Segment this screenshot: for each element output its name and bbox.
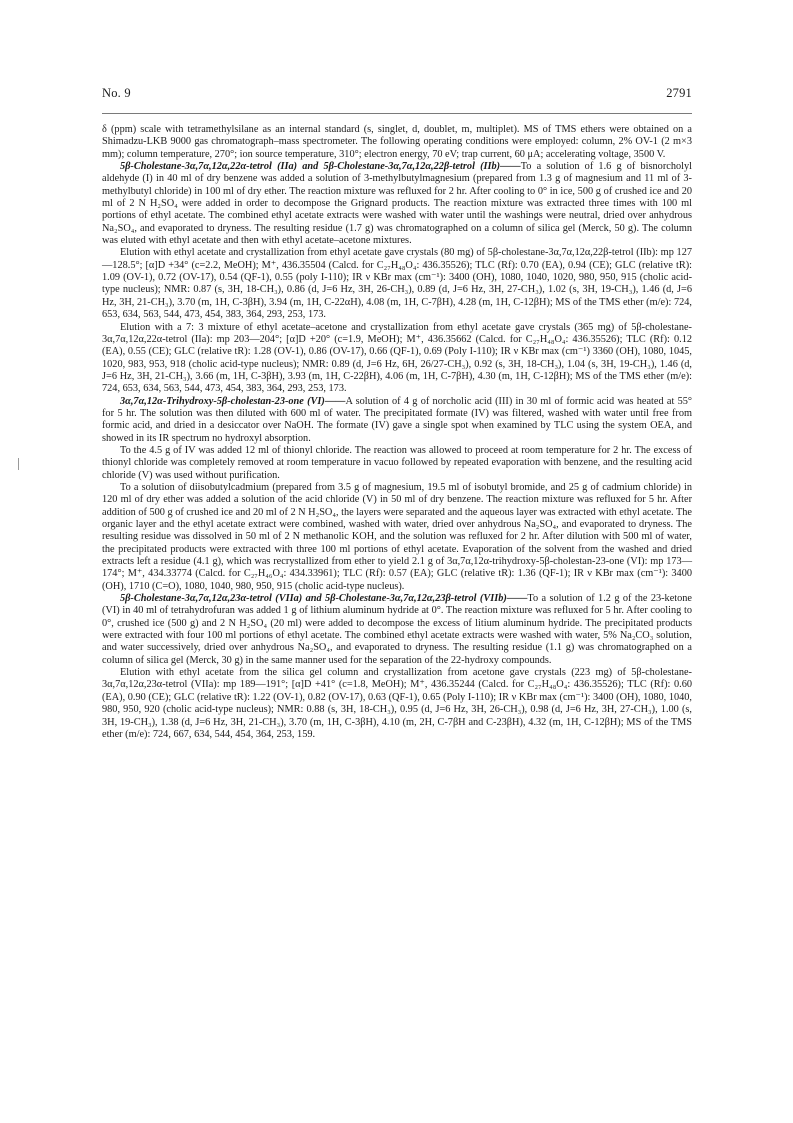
paragraph-text: To the 4.5 g of IV was added 12 ml of thionyl chloride. The reaction was allowed to proceed at room temperature for 2 hr. The excess of thionyl chloride was completely removed at room temperature in vacuo followed by repeated evaporation with benzene, and the resulting acid chloride (V) was used without purification. — [102, 444, 692, 481]
paragraph-acid-chloride — [102, 445, 692, 482]
paragraph-text: Elution with ethyl acetate and crystallization from ethyl acetate gave crystals (80 mg) of 5β-cholestane-3α,7α,12α,22β-tetrol (IIb): mp 127—128.5°; [α]D +34° (c=2.2, MeOH); M⁺, 436.35504 (Calcd. for C₂₇H₄₈O₄: 436.35526); TLC (Rf): 0.70 (EA), 0.94 (CE); GLC (relative tR): 1.09 (OV-1), 0.72 (OV-17), 0.54 (QF-1), 0.55 (poly I-110); IR ν KBr max (cm⁻¹): 3400 (OH), 1080, 1040, 1020, 980, 950, 915 (cholic acid-type nucleus); NMR: 0.87 (s, 3H, 18-CH₃), 0.86 (d, J=6 Hz, 3H, 26-CH₃), 0.89 (d, J=6 Hz, 3H, 27-CH₃), 1.02 (s, 3H, 19-CH₃), 1.46 (d, J=6 Hz, 3H, 21-CH₃), 3.70 (m, 1H, C-3βH), 3.94 (m, 1H, C-22αH), 4.08 (m, 1H, C-7βH), 4.28 (m, 1H, C-12βH); MS of the TMS ether (m/e): 724, 653, 634, 563, 544, 473, 454, 383, 364, 293, 253, 173. — [102, 247, 692, 321]
page-number: 2791 — [666, 86, 692, 100]
paragraph-instrumentation — [102, 124, 692, 161]
paragraph-23-one-formate — [102, 396, 692, 445]
paragraph-text: To a solution of 1.2 g of the 23-ketone (VI) in 40 ml of tetrahydrofuran was added 1 g of lithium aluminum hydride at 0°. The reaction mixture was refluxed for 5 hr. After cooling to 0°, crushed ice (500 g) and 2 N H₂SO₄ (20 ml) were added to decompose the excess of litium aluminum hydride. The precipitated products were extracted with four 100 ml portions of ethyl acetate. The combined ethyl acetate extracts were washed with water, 5% Na₂CO₃ solution, and water successively, dried over anhydrous Na₂SO₄, and evaporated to dryness. The resulting residue (1.1 g) was chromatographed on a column of silica gel (Merck, 30 g) in the same manner used for the separation of the 22-hydroxy compounds. — [102, 593, 692, 666]
paragraph-viia-characterization — [102, 667, 692, 741]
running-header — [102, 86, 692, 101]
paragraph-text: To a solution of 1.6 g of bisnorcholyl aldehyde (I) in 40 ml of dry benzene was added a solution of 3-methylbutylmagnesium (prepared from 1.3 g of magnesium and 11 ml of 3-methylbutyl chloride) in 100 ml of dry ether. The reaction mixture was refluxed for 2 hr. After cooling to 0° in ice, 500 g of crushed ice and 20 ml of 2 N H₂SO₄ were added in order to decompose the Grignard products. The reaction mixture was extracted three times with 100 ml portions of ethyl acetate. The combined ethyl acetate extracts were washed with water until the washings were neutral, dried over anhydrous Na₂SO₄, and evaporated to dryness. The resulting residue (1.7 g) was chromatographed on a column of silica gel (Merck, 50 g). The column was eluted with ethyl acetate and then with ethyl acetate–acetone mixtures. — [102, 161, 693, 247]
paragraph-text: δ (ppm) scale with tetramethylsilane as an internal standard (s, singlet, d, doublet, m, multiplet). MS of TMS ethers were obtained on a Shimadzu-LKB 9000 gas chromatograph–mass spectrometer. The following operating conditions were employed: column, 2% OV-1 (2 m×3 mm); column temperature, 270°; ion source temperature, 310°; electron energy, 70 eV; trap current, 60 μA; accelerating voltage, 3500 V. — [102, 124, 692, 160]
paragraph-iib-characterization — [102, 247, 692, 321]
section-heading: 5β-Cholestane-3α,7α,12α,23α-tetrol (VIIa) and 5β-Cholestane-3α,7α,12α,23β-tetrol (VIIb)—— — [120, 593, 528, 605]
paragraph-23-tetrol-synthesis — [102, 593, 692, 667]
paragraph-text: Elution with ethyl acetate from the silica gel column and crystallization from acetone gave crystals (223 mg) of 5β-cholestane-3α,7α,12α,23α-tetrol (VIIa): mp 189—191°; [α]D +41° (c=1.8, MeOH); M⁺, 436.35244 (Calcd. for C₂₇H₄₈O₄: 436.35526); TLC (Rf): 0.60 (EA), 0.90 (CE); GLC (relative tR): 1.22 (OV-1), 0.82 (OV-17), 0.63 (QF-1), 0.65 (Poly I-110); IR ν KBr max (cm⁻¹): 3400 (OH), 1080, 1040, 980, 950, 920 (cholic acid-type nucleus); NMR: 0.88 (s, 3H, 18-CH₃), 0.95 (d, J=6 Hz, 3H, 26-CH₃), 0.98 (d, J=6 Hz, 3H, 27-CH₃), 1.00 (s, 3H, 19-CH₃), 1.38 (d, J=6 Hz, 3H, 21-CH₃), 3.70 (m, 1H, C-3βH), 4.10 (m, 2H, C-7βH and C-23βH), 4.32 (m, 1H, C-12βH); MS of the TMS ether (m/e): 724, 667, 634, 544, 454, 364, 253, 159. — [102, 667, 692, 740]
paragraph-text: To a solution of diisobutylcadmium (prepared from 3.5 g of magnesium, 19.5 ml of isobutyl bromide, and 25 g of cadmium chloride) in 120 ml of dry ether was added a solution of the acid chloride (V) in 50 ml of dry benzene. The reaction mixture was refluxed for 5 hr. After addition of 500 g of crushed ice and 20 ml of 2 N H₂SO₄, the layers were separated and the aqueous layer was extracted with ethyl acetate. The organic layer and the ethyl acetate extract were combined, washed with water, dried over anhydrous Na₂SO₄, and evaporated to dryness. The resulting residue was dissolved in 50 ml of 2 N methanolic KOH, and the solution was refluxed for 2 hr. After dilution with 500 ml of water, the precipitated products were extracted with three 100 ml portions of ethyl acetate. Evaporation of the solvent from the washed and dried extracts left a residue (4.1 g), which was recrystallized from ether to yield 2.1 g of 3α,7α,12α-trihydroxy-5β-cholestan-23-one (VI): mp 173—174°; M⁺, 434.33774 (Calcd. for C₂₇H₄₆O₄: 434.33961); TLC (Rf): 0.57 (EA); GLC (relative tR): 1.36 (QF-1); IR ν KBr max (cm⁻¹): 3400 (OH), 1710 (C=O), 1080, 1040, 980, 950, 915 (cholic acid-type nucleus). — [102, 481, 692, 592]
journal-page — [102, 86, 692, 741]
paragraph-22-tetrol-synthesis — [102, 161, 692, 247]
paragraph-iia-characterization — [102, 322, 692, 396]
body-text — [102, 124, 692, 741]
paragraph-text: Elution with a 7: 3 mixture of ethyl acetate–acetone and crystallization from ethyl acetate gave crystals (365 mg) of 5β-cholestane-3α,7α,12α,22α-tetrol (IIa): mp 203—204°; [α]D +20° (c=1.9, MeOH); M⁺, 436.35662 (Calcd. for C₂₇H₄₈O₄: 436.35526); TLC (Rf): 0.12 (EA), 0.55 (CE); GLC (relative tR): 1.28 (OV-1), 0.86 (OV-17), 0.66 (QF-1), 0.69 (Poly I-110); IR ν KBr max (cm⁻¹) 3360 (OH), 1080, 1045, 1020, 983, 953, 918 (cholic acid-type nucleus); NMR: 0.89 (d, J=6 Hz, 6H, 26/27-CH₃), 0.92 (s, 3H, 18-CH₃), 1.04 (s, 3H, 19-CH₃), 1.46 (d, J=6 Hz, 3H, 21-CH₃), 3.66 (m, 1H, C-3βH), 3.93 (m, 1H, C-22βH), 4.06 (m, 1H, C-7βH), 4.30 (m, 1H, C-12βH); MS of the TMS ether (m/e): 724, 653, 634, 563, 544, 473, 454, 383, 364, 293, 253, 173. — [102, 321, 692, 395]
margin-mark — [18, 458, 19, 470]
paragraph-text: A solution of 4 g of norcholic acid (III) in 30 ml of formic acid was heated at 55° for 5 hr. The solution was then diluted with 600 ml of water. The precipitated formate (IV) was filtered, washed with water until free from formic acid, and dried in a desiccator over NaOH. The formate (IV) gave a single spot when examined by TLC using the system OEA, and showed in its IR spectrum no hydroxyl absorption. — [102, 395, 692, 444]
header-rule — [102, 113, 692, 114]
issue-number: No. 9 — [102, 86, 131, 100]
section-heading: 5β-Cholestane-3α,7α,12α,22α-tetrol (IIa) and 5β-Cholestane-3α,7α,12α,22β-tetrol (IIb)—— — [120, 161, 521, 173]
section-heading: 3α,7α,12α-Trihydroxy-5β-cholestan-23-one (VI)—— — [120, 395, 346, 407]
paragraph-diisobutylcadmium — [102, 482, 692, 593]
